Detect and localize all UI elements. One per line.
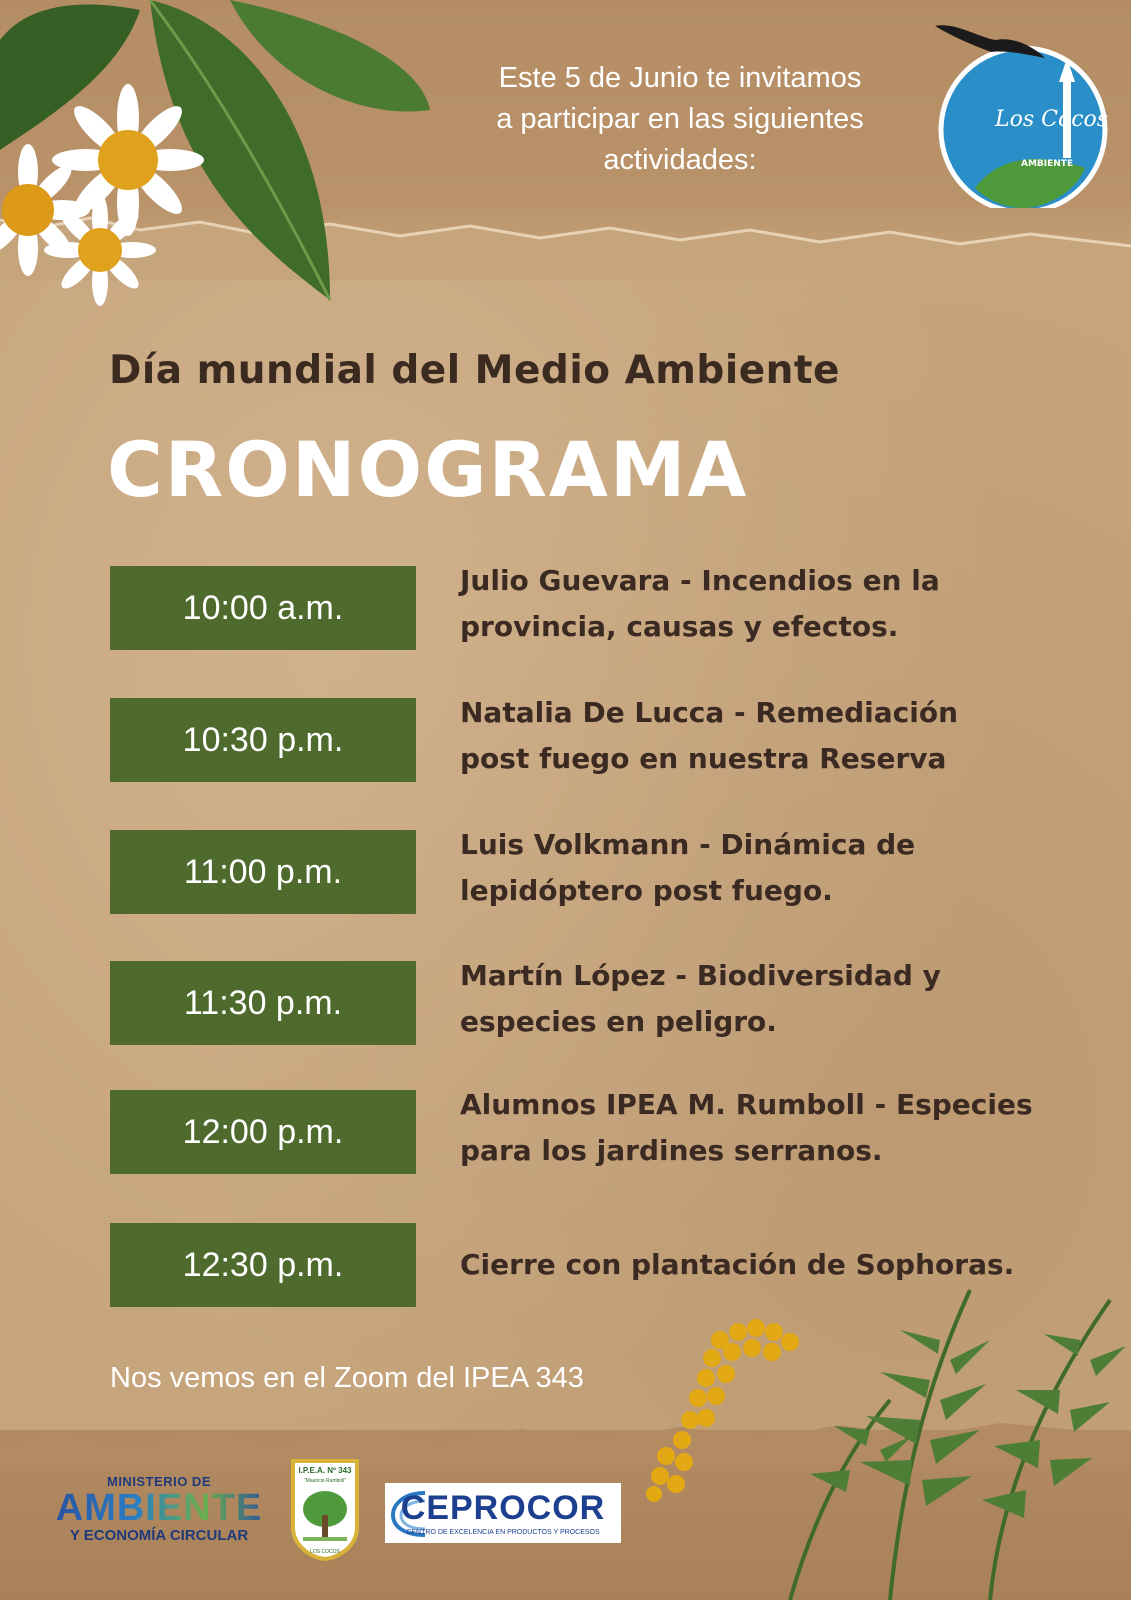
footer-note: Nos vemos en el Zoom del IPEA 343	[110, 1362, 584, 1394]
invitation-text	[430, 58, 930, 181]
tansy-fern-decoration	[640, 1280, 1131, 1600]
time-box: 12:00 p.m.	[110, 1090, 416, 1174]
los-cocos-ambiente-logo	[935, 18, 1115, 208]
activity-line: Natalia De Lucca - Remediación	[460, 696, 959, 729]
schedule-row	[110, 698, 1070, 782]
activity-description	[460, 1082, 1060, 1174]
activity-line: Alumnos IPEA M. Rumboll - Especies	[460, 1088, 1033, 1121]
schedule-row	[110, 961, 1070, 1045]
activity-line: Luis Volkmann - Dinámica de	[460, 828, 916, 861]
subtitle: Día mundial del Medio Ambiente	[109, 348, 840, 393]
svg-text:I.P.E.A. Nº 343: I.P.E.A. Nº 343	[298, 1466, 352, 1475]
activity-line: para los jardines serranos.	[460, 1134, 883, 1167]
time-box: 12:30 p.m.	[110, 1223, 416, 1307]
time-box: 11:00 p.m.	[110, 830, 416, 914]
svg-text:"Mauricio Rumboll": "Mauricio Rumboll"	[303, 1478, 347, 1484]
svg-text:LOS COCOS: LOS COCOS	[310, 1549, 340, 1555]
schedule-row	[110, 1090, 1070, 1174]
activity-description	[460, 690, 1060, 782]
activity-line: Julio Guevara - Incendios en la	[460, 564, 940, 597]
ministerio-logo-top: MINISTERIO DE	[106, 1474, 211, 1489]
ministerio-logo-main: AMBIENTE	[48, 1489, 270, 1527]
ipea-343-logo	[289, 1457, 361, 1561]
time-box: 10:00 a.m.	[110, 566, 416, 650]
activity-line: especies en peligro.	[460, 1005, 777, 1038]
ceprocor-logo	[385, 1483, 621, 1543]
invitation-line-2: a participar en las siguientes	[496, 103, 864, 135]
activity-line: provincia, causas y efectos.	[460, 610, 899, 643]
schedule-row	[110, 566, 1070, 650]
activity-line: Cierre con plantación de Sophoras.	[460, 1248, 1015, 1281]
ministerio-ambiente-logo	[48, 1474, 270, 1544]
ceprocor-logo-subtext: CENTRO DE EXCELENCIA EN PRODUCTOS Y PROCESOS	[406, 1529, 600, 1536]
ceprocor-logo-text: CEPROCOR	[400, 1489, 606, 1527]
invitation-line-3: actividades:	[603, 144, 757, 176]
schedule-row	[110, 830, 1070, 914]
activity-description	[460, 953, 1060, 1045]
activity-description	[460, 822, 1060, 914]
tansy-flowers	[646, 1319, 799, 1502]
activity-line: Martín López - Biodiversidad y	[460, 959, 941, 992]
activity-description	[460, 558, 1060, 650]
time-box: 11:30 p.m.	[110, 961, 416, 1045]
leaves-daisies-decoration	[0, 0, 440, 320]
svg-text:AMBIENTE: AMBIENTE	[1021, 159, 1074, 169]
invitation-line-1: Este 5 de Junio te invitamos	[498, 62, 862, 94]
activity-line: post fuego en nuestra Reserva	[460, 742, 947, 775]
time-box: 10:30 p.m.	[110, 698, 416, 782]
page-title: CRONOGRAMA	[107, 425, 749, 514]
activity-line: lepidóptero post fuego.	[460, 874, 833, 907]
svg-text:Los Cocos: Los Cocos	[995, 107, 1109, 132]
ministerio-logo-bottom: Y ECONOMÍA CIRCULAR	[69, 1527, 249, 1544]
